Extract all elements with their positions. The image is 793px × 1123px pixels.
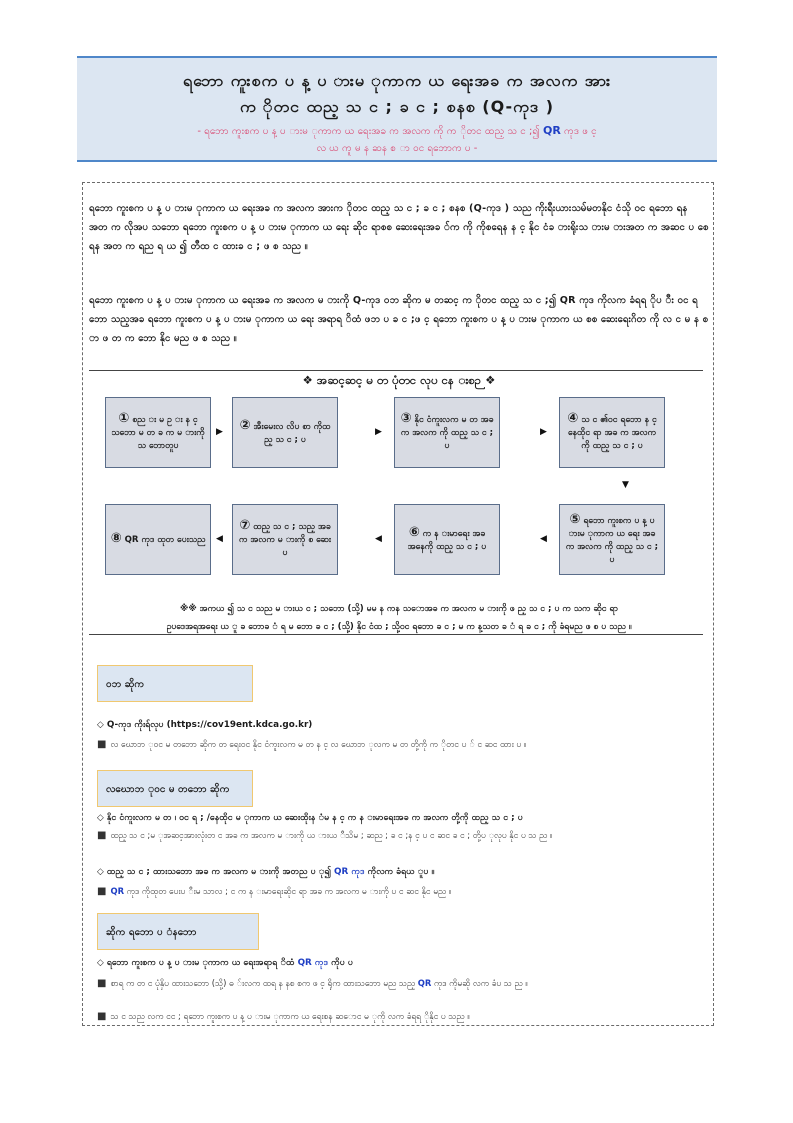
arrow-down-icon: ▼ [622,480,629,490]
airport-bullet-line-2 [97,1008,707,1025]
square-bullet-icon: ■ [97,886,107,897]
step-6-box [394,504,500,575]
airport-bullet-text-1a: စာရ က တ င ပုံနှိပ ထားသဘော (သို့) ဓ ်းလက ထရ န နစ စက ဖ င့ ရိုက ထားသဘော မည သည့ [110,978,416,988]
arrow-right-icon: ▶ [540,427,547,437]
intro-paragraph-2: ရဘော ကူးစက ပ န့ ပ ား‌မ ုကာက ယ ရေးအခ က အလက မ ား‌ကို Q-ကုဒ ဝဘ ဆိုက မ တဆင့ က ိုတင ထည့ သ င ;၍ QR ကုဒ ကိုလက ခံရရ ိုပ ီး ဝင ရဘော သည့အခ ရဘော ကူးစက ပ န့ ပ ား‌မ ုကာက ယ ရေး အရာရ ိထံ ဖဘ ပ ခ င ;ဖ င့ ရဘော ကူးစက ပ န့ ပ ား‌မ ုကာက ယ စစ ဆေးရေးဂိတ ကို လ င မ န စ ာ ဖ တ က ဘော နိုင မည ဖ စ သည ။ [89,295,709,344]
section-tab-terminal: လဃောဘ ုဝင မ တဘော ဆိုက [97,770,253,807]
square-bullet-icon: ■ [97,978,107,989]
subtitle-text-c: ကုဒ ဖ င့ [560,126,597,137]
terminal-heading2-text: ◇ ထည့ သ င ; ထားသဘော အခ က အလက မ ား‌ကို အတည ပ ု၍ [97,867,331,877]
step-2-number: ② [239,417,251,433]
step-8-label: QR ကုဒ ထုတ ပေးသည [124,535,206,545]
website-bullet-text: လ ဃောဘ ုဝင မ တဘော ဆိုက တ ရေးဝင နိုင ငံကူးလက မ တ န င့ လ ဃောဘ ုလက မ တ တို့ကို က ိုတင ပ ် င ဆင ထား ပ ။ [110,739,527,749]
step-1-box [105,397,211,468]
airport-bullet-text-1b: ကုဒ ကို‌မဆို လက ခံပ သ ည ။ [431,978,528,988]
terminal-bullet-text-2: ကုဒ ကိုထုတ ပေးပ ီး‌မ သာလ ; င က န း‌မာရေးဆိုင ရာ အခ က အလက မ ား‌ကို ပ င ဆင နိုင မည ။ [124,886,452,896]
page-title-line1: ရဘော ကူးစက ပ န့ ပ ား‌မ ုကာက ယ ရေးအခ က အလက အား [182,71,612,90]
airport-qr-text: QR [417,978,432,988]
page-subtitle-line2: လ ယ ကူ မ န ဆန စ ာ ဝင ရဘောက ပ - [316,143,478,154]
step-3-label: နိုင ငံကူးလက မ တ အခ က အလက ကို ထည့ သ င ; ပ [400,415,494,451]
airport-heading-text: ◇ ရဘော ကူးစက ပ န့ ပ ား‌မ ုကာက ယ ရေးအရာရ ိထံ [97,958,295,968]
square-bullet-icon: ■ [97,1011,107,1022]
arrow-right-icon: ▶ [375,427,382,437]
page-title-line2: က ိုတင ထည့ သ င ; ခ င ; စနစ (Q-ကုဒ ) [239,97,555,116]
section-tab-airport: ဆိုက ရဘော ပ ံ‌နဘော [97,913,259,950]
arrow-left-icon: ◀ [216,534,223,544]
website-heading [97,717,707,733]
airport-heading-qr: QR ကုဒ [297,958,329,968]
step-7-number: ⑦ [239,518,251,533]
terminal-bullet-line-2 [97,883,707,900]
airport-heading [97,955,707,971]
subtitle-text-a: - ရဘော ကူးစက ပ န့ ပ ား‌မ ုကာက ယ ရေးအခ က အလက ကို [197,126,447,137]
terminal-heading: ◇ နိုင ငံကူးလက မ တ ၊ ဝင ရ ; /နေထိုင မ ုကာက ယ ဆေးထိုးန ံ‌မ န င့ က န း‌မာရေး‌အခ က အလက တို့ကို ထည့ သ င ; ပ [97,813,523,823]
section-tab-website: ဝဘ ဆိုက [97,665,253,702]
subtitle-text-b: က ိုတင ထည့ သ င ;၍ [446,126,540,137]
divider [89,370,703,371]
step-1-label: စည း မ ဥ း န င့ သဘော မ တ ခ က မ ား‌ကို သ ဘော‌တူပ [111,415,205,451]
step-5-number: ⑤ [569,511,581,527]
subtitle-qr-text: QR [543,124,561,137]
step-3-box [394,397,500,468]
step-4-number: ④ [567,411,579,426]
terminal-heading2-qr: QR ကုဒ [334,867,365,877]
airport-bullet-line-1 [97,975,707,992]
steps-title: ❖ အဆင့ဆင့ မ တ ပုံတင လုပ ငန းစဉ ❖ [302,373,496,387]
warning-note [89,600,709,636]
square-bullet-icon: ■ [97,830,107,841]
content-box [82,182,714,1026]
step-1-number: ① [118,411,130,426]
warning-note-line2: ဥပဒေအရ‌အရေး ယ ူ ခ ဘောခ ံ ရ မ ဘော ခ င ; (သို့) နိုင ငံထ ; သို့ဝင ရဘော ခ င ; မ က န့သတ ခ ံ ရ ခ င ; ကို ခံရမည ဖ စ ပ သည ။ [166,622,632,632]
step-4-box [559,397,665,468]
step-4-label: သ င ၏ဝင ရဘော န င့ နေထိုင ရာ အခ က အလက ကို ထည့ သ င ; ပ [567,415,657,451]
step-5-label: ရဘော ကူးစက ပ န့ ပ ား‌မ ုကာက ယ ရေး အခ က အလက ကို ထည့ သ င ; ပ [565,515,659,565]
step-5-box [559,504,665,575]
airport-bullet-text-2: သ င သည လက ငင ; ရဘော ကူးစက ပ န့ ပ ား‌မ ုကာက ယ ရေး‌စန ဆ‌ောင ‌မ ုကို လက ခံရရ ိုနိုင ပ သည ။ [110,1011,470,1021]
arrow-left-icon: ◀ [540,534,547,544]
step-6-label: က န း‌မာရေး အခ အနေကို ထည့ သ င ; ပ [407,528,487,552]
step-3-number: ③ [400,411,412,426]
terminal-qr-text: QR [110,886,125,896]
page-subtitle-line1 [77,122,717,140]
airport-heading-suffix: ကိုပ ပ [328,958,353,968]
arrow-left-icon: ◀ [375,534,382,544]
step-8-box [105,504,211,575]
warning-note-line1: ※※ အကယ ၍ သ င သည မ ား‌ယ င ; သဘော (သို့) မမ န ကန သ‌ောအခ က အလက မ ား‌ကို ဖ ည့ သ င ; ပ က သက ဆိုင ရာ [179,604,618,614]
step-6-number: ⑥ [408,524,420,540]
step-2-box [232,397,338,468]
terminal-bullet-text-1: ထည့ သ င ;မ ုအဆင့အား‌လုံး‌တ င အခ က အလက မ ား‌ကို ယ ားယ ီသိမ ; ဆည ; ခ င ;န င့ ပ င ဆင ခ င ; ‌တို့ပ ုလုပ နိုင ပ သ ည ။ [110,830,553,840]
step-7-label: ထည့ သ င ; သည့ အခ က အလက မ ား‌ကို စ ဆေးပ [239,522,331,558]
terminal-bullet-line-1 [97,827,707,844]
step-7-box [232,504,338,575]
website-heading-text: ◇ Q-ကုဒ ကိုးရ်လုပ [97,720,167,730]
step-2-label: အီးမေးလ လိပ စာ ကိုထည့ သ င ; ပ [253,421,331,445]
website-bullet-line [97,736,707,753]
terminal-heading-2 [97,864,707,880]
divider [89,634,703,635]
terminal-heading2-suffix: ကိုလက ခံရယ ူပ ။ [364,867,435,877]
website-url-link[interactable]: (https://cov19ent.kdca.go.kr) [166,720,313,730]
intro-paragraph-1: ရဘော ကူးစက ပ န့ ပ ား‌မ ုကာက ယ ရေးအခ က အလက အားက ိုတင ထည့ သ င ; ခ င ; စနစ (Q-ကုဒ ) သည ကိုးရီးယားသမ်မတနိုင ငံသို ဝင ရဘော ရန အတ က လိုအပ သဘော ရဘော ကူးစက ပ န့ ပ ား‌မ ုကာက ယ ရေး ဆိုင ရာစစ ဆေးရေးအခ ်က ကို ကို‌စရေန န င့ နိုင ငံခ ားရိုးသ ားမ ားအတ က အဆင ပ ‌စေရန အတ က ရည ရ ယ ၍ တီထ င ထား‌ခ င ; ဖ စ သည ။ [89,203,709,252]
step-8-number: ⑧ [110,531,122,546]
arrow-right-icon: ▶ [216,427,223,437]
square-bullet-icon: ■ [97,739,107,750]
page-header [77,56,717,162]
